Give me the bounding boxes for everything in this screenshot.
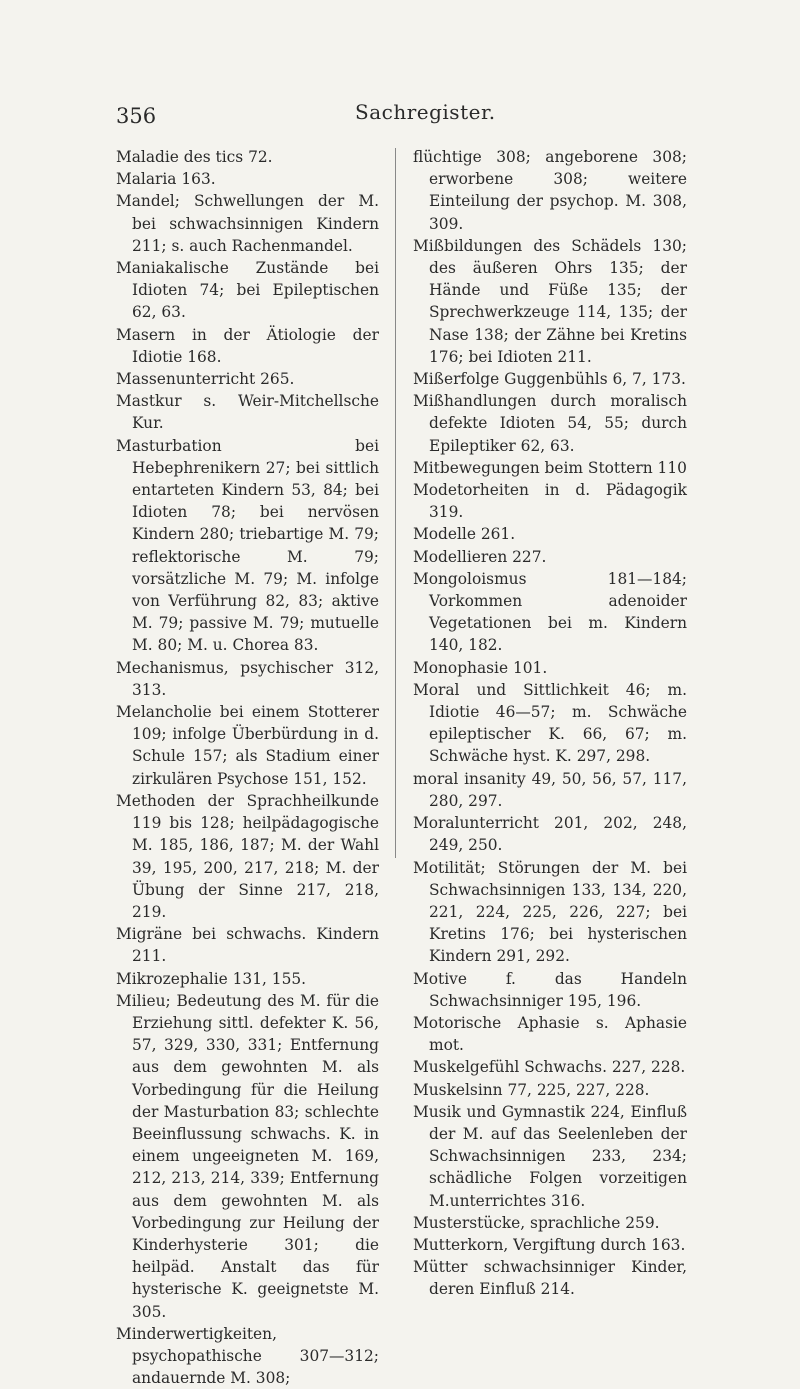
index-entry: Masturbation bei Hebephrenikern 27; bei sittlich entarteten Kindern 53, 84; bei Idioten 78; bei nervösen Kindern 280; triebartige M. 79; reflektorische M. 79; vorsätzliche M. 79; M. infolge von Verführung 82, 83; aktive M. 79; passive M. 79; mutuelle M. 80; M. u. Chorea 83. (116, 436, 379, 655)
index-entry: Melancholie bei einem Stotterer 109; infolge Überbürdung in d. Schule 157; als Stadium einer zirkulären Psychose 151, 152. (116, 703, 379, 788)
index-entry: Migräne bei schwachs. Kindern 211. (116, 925, 379, 966)
index-entry: Mikrozephalie 131, 155. (116, 969, 307, 988)
index-entry: Methoden der Sprachheilkunde 119 bis 128; heilpädagogische M. 185, 186, 187; M. der Wahl 39, 195, 200, 217, 218; M. der Übung der Sinne 217, 218, 219. (116, 791, 379, 921)
index-entry: Motilität; Störungen der M. bei Schwachsinnigen 133, 134, 220, 221, 224, 225, 226, 227; bei Kretins 176; bei hysterischen Kindern 291, 292. (413, 858, 687, 966)
right-index-column (413, 146, 687, 1301)
index-entry: Muskelsinn 77, 225, 227, 228. (413, 1080, 650, 1099)
index-entry: Mißbildungen des Schädels 130; des äußeren Ohrs 135; der Hände und Füße 135; der Sprechwerkzeuge 114, 135; der Nase 138; der Zähne bei Kretins 176; bei Idioten 211. (413, 236, 687, 366)
index-entry: Masern in der Ätiologie der Idiotie 168. (116, 325, 379, 366)
index-entry: Mütter schwachsinniger Kinder, deren Einfluß 214. (413, 1258, 687, 1299)
page-number: 356 (116, 104, 157, 128)
index-entry: flüchtige 308; angeborene 308; erworbene 308; weitere Einteilung der psychop. M. 308, 309. (413, 148, 687, 233)
index-entry: Musterstücke, sprachliche 259. (413, 1213, 660, 1232)
index-entry: Modellieren 227. (413, 547, 547, 566)
index-entry: Massenunterricht 265. (116, 370, 295, 389)
index-entry: Musik und Gymnastik 224, Einfluß der M. auf das Seelenleben der Schwachsinnigen 233, 234; schädliche Folgen vorzeitigen M.unterrichtes 316. (413, 1102, 687, 1210)
index-entry: Motive f. das Handeln Schwachsinniger 195, 196. (413, 969, 687, 1010)
left-index-column (116, 146, 379, 1389)
index-entry: Milieu; Bedeutung des M. für die Erziehung sittl. defekter K. 56, 57, 329, 330, 331; Entfernung aus dem gewohnten M. als Vorbedingung für die Heilung der Masturbation 83; schlechte Beeinflussung schwachs. K. in einem ungeeigneten M. 169, 212, 213, 214, 339; Entfernung aus dem gewohnten M. als Vorbedingung zur Heilung der Kinderhysterie 301; die heilpäd. Anstalt das für hysterische K. geeignetste M. 305. (116, 991, 379, 1321)
index-entry: Monophasie 101. (413, 658, 548, 677)
index-entry: Mechanismus, psychischer 312, 313. (116, 658, 379, 699)
index-entry: Mitbewegungen beim Stottern 110 (413, 458, 687, 477)
index-entry: Moralunterricht 201, 202, 248, 249, 250. (413, 814, 687, 855)
index-entry: Mißerfolge Guggenbühls 6, 7, 173. (413, 370, 686, 389)
index-entry: Mandel; Schwellungen der M. bei schwachsinnigen Kindern 211; s. auch Rachenmandel. (116, 192, 379, 255)
index-entry: Mißhandlungen durch moralisch defekte Idioten 54, 55; durch Epileptiker 62, 63. (413, 392, 687, 455)
page-title: Sachregister. (355, 100, 496, 124)
index-entry: Minderwertigkeiten, psychopathische 307—312; andauernde M. 308; (116, 1324, 379, 1388)
index-entry: moral insanity 49, 50, 56, 57, 117, 280, 297. (413, 769, 687, 810)
index-entry: Mutterkorn, Vergiftung durch 163. (413, 1235, 686, 1254)
index-entry: Modetorheiten in d. Pädagogik 319. (413, 481, 687, 522)
index-entry: Maniakalische Zustände bei Idioten 74; bei Epileptischen 62, 63. (116, 259, 379, 322)
index-entry: Modelle 261. (413, 525, 516, 544)
index-entry: Maladie des tics 72. (116, 148, 273, 166)
index-entry: Moral und Sittlichkeit 46; m. Idiotie 46—57; m. Schwäche epileptischer K. 66, 67; m. Schwäche hyst. K. 297, 298. (413, 680, 687, 766)
column-divider (395, 148, 396, 858)
index-entry: Mongoloismus 181—184; Vorkommen adenoider Vegetationen bei m. Kindern 140, 182. (413, 569, 687, 655)
index-entry: Mastkur s. Weir-Mitchellsche Kur. (116, 392, 379, 433)
index-entry: Motorische Aphasie s. Aphasie mot. (413, 1013, 687, 1055)
index-entry: Muskelgefühl Schwachs. 227, 228. (413, 1058, 686, 1077)
index-entry: Malaria 163. (116, 170, 216, 189)
